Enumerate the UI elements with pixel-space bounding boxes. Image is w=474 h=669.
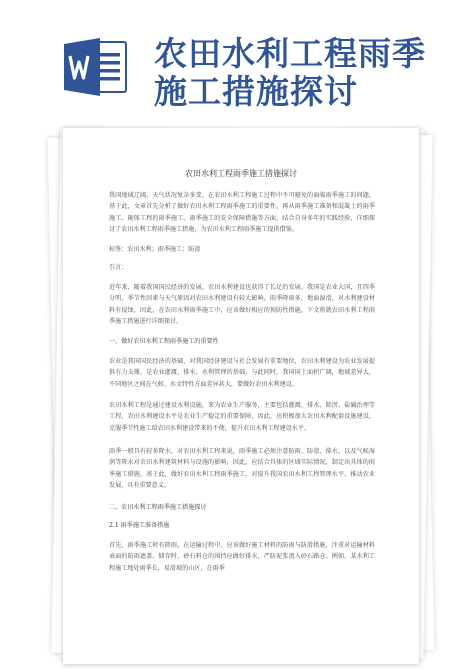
- intro-paragraph: 近年来，随着我国国民经济的发展，农田水利建设也获得了长足的发展。我国是农业大国，且四季分明，季节性因素与天气原因对农田水利建设有较大影响，雨季降雨多、地面湿滑，对水利建设材料有侵蚀，因此，在农田水利雨季施工中，应该做好相应的预防性措施，下文将就农田水利工程雨季施工措施进行详细探讨。: [109, 284, 375, 326]
- body-paragraph: 首先，雨季施工时有降雨，在运输过程中，应该做好施工材料的防雨与防滑措施，注重对运输材料表面的防雨遮盖、储存时，砂石料仓的围挡应做好排水，严防泥浆流入砂石路仓。例如，某水利工程施工地处雨季长，易滑坡的山区，在雨季: [109, 542, 375, 572]
- document-page: [63, 128, 419, 664]
- body-paragraph: 雨季一般具有较多降水，对农田水利工程来说，雨季施工必须注意防雨、防滑、排水，以及气候湿润等降水对农田水利建筑材料与设施的影响，因此，应结合具体的区域实际情况，制定出具体的雨季施工措施，基于此，做好农田水利工程雨季施工，对提升我国农田水利工程管理水平、推动农业发展，具有重要意义。: [109, 448, 375, 490]
- page-title-line-1: 农田水利工程雨季: [154, 34, 426, 73]
- body-paragraph: 农田水利工程是通过建设水利设施，来为农业生产服务，主要包括灌溉、排水、除涝、盐碱治理等工程，农田水利建设水平是农业生产稳定的重要保障，因此，应积极加大农田水利配套设施建设，克服季节性施工给农田水利建设带来的不便，提升农田水利工程建设水平。: [109, 402, 375, 432]
- section-heading: 一、做好农田水利工程雨季施工的重要性: [109, 338, 219, 345]
- page-title-line-2: 施工措施探讨: [154, 72, 358, 111]
- body-paragraph: 农业是我国国民经济的基础，对我国经济建设与社会发展有重要地位，农田水利建设为农业发展提供有力支撑，是农业灌溉、排水、水利管理的基础，与此同时，我国国土面积广阔，地域差异大，不同地区之间在气候、水文特性方面差异甚大，要做好农田水利建设。: [109, 358, 375, 388]
- header-banner: [0, 0, 474, 110]
- section-heading: 二、农田水利工程雨季施工措施探讨: [109, 504, 207, 511]
- intro-label: 引言：: [109, 264, 128, 271]
- document-title: 农田水利工程雨季施工措施探讨: [185, 169, 297, 178]
- keywords-line: 标签：农田水利；雨季施工；防滑: [109, 246, 201, 253]
- abstract-paragraph: 我国地域辽阔、天气状况复杂多变，在农田水利工程施工过程中不可避免的面临雨季施工的问题，基于此，文章首先分析了做好农田水利工程雨季施工的重要性，再从雨季施工准备和混凝土的雨季施工、砌体工程的雨季施工、雨季施工的安全保障措施等方面，结合自身多年的实践经验，详细探讨了农田水利工程雨季施工措施，为农田水利工程雨季施工提供借鉴。: [109, 192, 375, 234]
- word-document-icon: [62, 36, 128, 98]
- subsection-heading: 2.1 雨季施工准备措施: [109, 522, 170, 529]
